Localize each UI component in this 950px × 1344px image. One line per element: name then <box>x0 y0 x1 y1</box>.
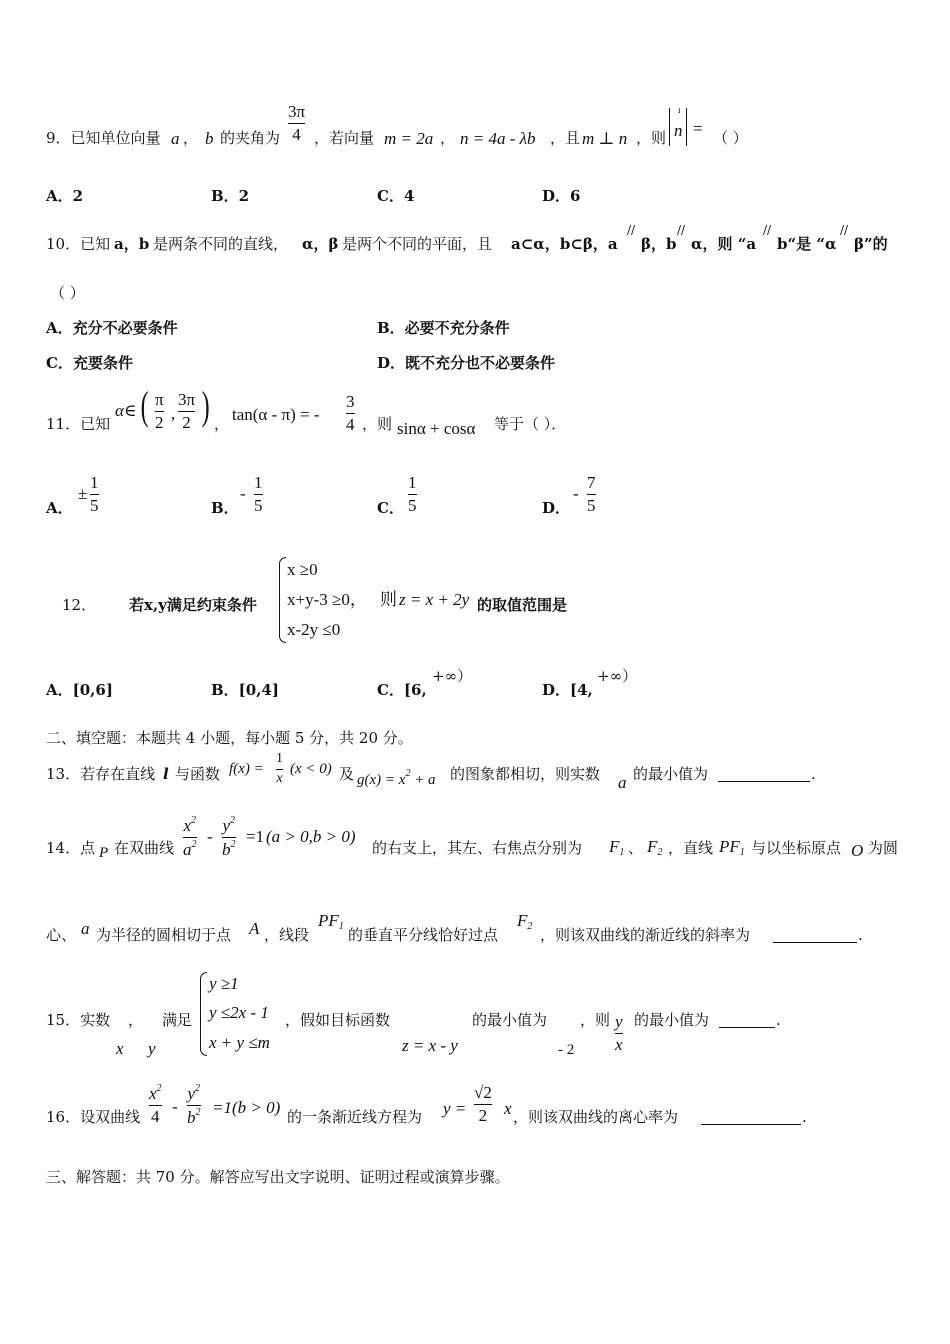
q14-a: a <box>183 839 192 859</box>
q10-text5: 是两个不同的平面，且 <box>342 235 493 253</box>
q13-l: l <box>163 765 169 783</box>
q11-int-b-num: 3π <box>178 390 196 409</box>
q15-t5: 的最小值为 <box>634 1011 710 1029</box>
q14-P: P <box>99 845 109 861</box>
q11-option-d-fraction <box>587 474 596 515</box>
q13-end: . <box>811 765 816 783</box>
q14-t2: 的右支上，其左、右焦点分别为 <box>372 839 583 857</box>
q9-angle-num: 3π <box>288 102 306 121</box>
q14-l2-4: 的垂直平分线恰好过点 <box>348 926 499 944</box>
q14-O: O <box>851 841 864 860</box>
q12-c2: x+y-3 ≥0， <box>287 590 367 609</box>
q11-option-b-sign: - <box>240 484 246 503</box>
q14-PF1: $PF_1$ <box>719 837 745 858</box>
q14-l2-5: ，则该双曲线的渐近线的斜率为 <box>540 926 751 944</box>
q13-answer-blank[interactable] <box>718 780 810 782</box>
q14-F2: $F_2$ <box>647 837 663 858</box>
q10-text10: β”的 <box>854 235 888 253</box>
q16-minus: - <box>172 1097 178 1116</box>
q13-f-num: 1 <box>276 751 283 766</box>
q10-text8: α，则 “a <box>691 235 757 253</box>
q13-g-tail: + a <box>410 772 436 788</box>
q11-tan-num: 3 <box>346 392 355 411</box>
q9-comma: ， <box>183 129 199 147</box>
q13-f-cond: (x < 0) <box>290 761 332 777</box>
q15-num: 15．实数 <box>46 1011 111 1029</box>
q9-paren: （ ） <box>713 129 748 147</box>
q9-angle-fraction <box>288 103 305 144</box>
q9-m-eq: m = 2a <box>384 129 434 148</box>
q11-option-d-sign: - <box>573 484 579 503</box>
q15-t2: ，假如目标函数 <box>285 1011 391 1029</box>
q15-s3: x + y ≤m <box>209 1033 270 1052</box>
q14-F2b-text: F <box>517 911 528 930</box>
q14-a-radius: a <box>81 919 90 938</box>
q11-interval-a <box>155 391 164 432</box>
q12-c3: x-2y ≤0 <box>287 620 341 639</box>
q10-subsets: a⊂α，b⊂β，a <box>511 235 618 253</box>
q11-option-a-num: 1 <box>90 473 99 492</box>
q10-parallel-4: // <box>840 223 849 237</box>
q13-g-sup: 2 <box>405 768 411 779</box>
q9-abs-n: n <box>674 121 683 140</box>
q9-option-c[interactable]: C．4 <box>377 187 415 205</box>
q14-eq1: =1 <box>246 827 265 846</box>
q9-perp-pre: ，且 <box>550 129 581 147</box>
q14-F2-text: F <box>647 837 658 856</box>
q11-option-a-sign: ± <box>78 484 88 503</box>
q13-t2: 及 <box>339 765 355 783</box>
q10-text9: b“是 “α <box>777 235 837 253</box>
q10-parallel-3: // <box>763 223 772 237</box>
q9-abs-right <box>686 108 687 146</box>
q14-PF1-text: PF <box>719 837 740 856</box>
q9-then: ，则 <box>636 129 667 147</box>
q12-option-c-inf: +∞） <box>432 667 473 685</box>
section-2-heading: 二、填空题：本题共 4 小题，每小题 5 分，共 20 分。 <box>46 729 413 747</box>
q10-planes: α，β <box>302 235 339 253</box>
q12-option-d[interactable]: D．[4, <box>542 681 593 699</box>
q11-int-a-num: π <box>155 390 164 409</box>
q9-angle-text: 的夹角为 <box>220 129 281 147</box>
q15-yx-den: x <box>615 1034 623 1054</box>
q12-option-b[interactable]: B．[0,4] <box>211 681 279 699</box>
q11-option-a-fraction <box>90 474 99 515</box>
q10-parallel-1: // <box>627 223 636 237</box>
q16-frac-y: $y^2$ $b^2$ <box>187 1083 201 1127</box>
q11-tail: 等于（ ）． <box>494 415 567 433</box>
q15-y: y <box>148 1039 156 1058</box>
q10-option-c[interactable]: C．充要条件 <box>46 354 133 372</box>
q13-f-pre: f(x) = <box>229 761 264 777</box>
q9-option-d[interactable]: D．6 <box>542 187 581 205</box>
q15-s1: y ≥1 <box>209 974 239 993</box>
q10-lines: a，b <box>114 235 150 253</box>
q11-option-b-fraction <box>254 474 263 515</box>
q13-g-text: g(x) = x <box>357 772 406 788</box>
q13-t3: 的图象都相切，则实数 <box>450 765 601 783</box>
q11-interval-b <box>178 391 195 432</box>
q13-a: a <box>618 773 627 792</box>
q13-t4: 的最小值为 <box>633 765 709 783</box>
q14-A: A <box>249 919 260 938</box>
q11-option-a-den: 5 <box>90 495 99 515</box>
q16-num: 16．设双曲线 <box>46 1108 141 1126</box>
q13-num: 13．若存在直线 <box>46 765 156 783</box>
q14-x: x <box>183 816 192 835</box>
q13-f-fraction <box>276 752 283 786</box>
q15-answer-blank[interactable] <box>719 1026 775 1028</box>
q10-parallel-2: // <box>677 223 686 237</box>
q10-paren: （ ） <box>50 284 85 302</box>
q12-option-c[interactable]: C．[6, <box>377 681 427 699</box>
q11-option-a-label: A． <box>46 499 73 517</box>
q11-then: ，则 <box>362 415 393 433</box>
q15-end: . <box>776 1011 781 1029</box>
q11-interval-comma: , <box>171 404 176 423</box>
q14-PF1b-text: PF <box>318 911 339 930</box>
q13-g <box>357 769 436 788</box>
q16-frac-x: $x^2$ 4 <box>149 1083 162 1126</box>
q12-c1: x ≥0 <box>287 560 318 579</box>
q14-cond: (a > 0,b > 0) <box>266 827 356 846</box>
q11-comma: ， <box>214 415 230 433</box>
q9-perp: m ⊥ n <box>582 129 628 148</box>
q16-sqrt-num: √2 <box>474 1083 492 1102</box>
q15-t1: 满足 <box>162 1011 193 1029</box>
q16-end: . <box>802 1108 807 1126</box>
q11-int-b-den: 2 <box>182 412 191 432</box>
q9-vector-a: a <box>171 129 180 148</box>
q11-paren-left: ( <box>140 383 149 428</box>
q14-l2-2: 为半径的圆相切于点 <box>96 926 232 944</box>
q16-sqrt-den: 2 <box>478 1105 488 1125</box>
q14-t1: 在双曲线 <box>114 839 175 857</box>
q16-eq1: =1(b > 0) <box>212 1098 281 1117</box>
q12-c2b: 则 <box>380 590 397 609</box>
q16-sqrt-fraction <box>474 1084 492 1125</box>
q14-t3: ，直线 <box>668 839 714 857</box>
q9-eq: = <box>693 119 703 138</box>
q11-paren-right: ) <box>201 383 210 428</box>
q12-tail: 的取值范围是 <box>477 596 568 614</box>
q14-y: y <box>222 816 231 835</box>
q12-option-d-inf: +∞） <box>597 667 638 685</box>
q16-b: b <box>187 1107 196 1127</box>
q9-vector-b: b <box>205 129 214 148</box>
q14-end: . <box>858 926 863 944</box>
q16-answer-blank[interactable] <box>701 1123 801 1125</box>
q9-arrow: ı <box>678 106 681 115</box>
q15-t3: 的最小值为 <box>472 1011 548 1029</box>
q11-option-b-den: 5 <box>254 495 263 515</box>
q14-F2b: $F_2$ <box>517 911 533 932</box>
q15-yx-num: y <box>615 1012 623 1031</box>
q11-sin-expr: sinα + cosα <box>397 419 476 438</box>
q11-option-b-label: B． <box>211 499 239 517</box>
q16-y: y <box>187 1084 196 1103</box>
section-3-heading: 三、解答题：共 70 分。解答应写出文字说明、证明过程或演算步骤。 <box>46 1168 510 1186</box>
q10-option-d[interactable]: D．既不充分也不必要条件 <box>377 354 556 372</box>
q14-F1: $F_1$ <box>609 837 625 858</box>
q11-alpha-in: α∈ <box>115 401 137 420</box>
q11-option-d-label: D． <box>542 499 571 517</box>
q9-mid-text: ，若向量 <box>314 129 375 147</box>
q11-option-c-label: C． <box>377 499 404 517</box>
q14-frac-y: $y^2$ $b^2$ <box>222 815 236 859</box>
q11-option-c-fraction <box>408 474 417 515</box>
q14-F1-text: F <box>609 837 620 856</box>
q16-t1: 的一条渐近线方程为 <box>287 1108 423 1126</box>
q11-option-c-num: 1 <box>408 473 417 492</box>
q10-num: 10．已知 <box>46 235 111 253</box>
q13-f-den: x <box>276 770 283 786</box>
q11-option-b-num: 1 <box>254 473 263 492</box>
q14-answer-blank[interactable] <box>773 941 857 943</box>
q11-tan-expr: tan(α - π) = - <box>232 405 320 424</box>
q14-num: 14．点 <box>46 839 96 857</box>
q14-frac-x: $x^2$ $a^2$ <box>183 815 197 859</box>
q11-option-d-num: 7 <box>587 473 596 492</box>
q15-s2: y ≤2x - 1 <box>209 1003 269 1022</box>
q15-yx-fraction <box>615 1013 623 1054</box>
q11-int-a-den: 2 <box>155 412 164 432</box>
q12-text: 若x,y满足约束条件 <box>129 596 257 614</box>
q14-t4: 与以坐标原点 <box>751 839 842 857</box>
q16-t2: ，则该双曲线的离心率为 <box>513 1108 679 1126</box>
q14-l2-3: ，线段 <box>264 926 310 944</box>
q10-option-a[interactable]: A．充分不必要条件 <box>46 319 178 337</box>
q14-line2-start: 心、 <box>46 926 77 944</box>
q14-PF1b: $PF_1$ <box>318 911 344 932</box>
q14-minus: - <box>207 827 213 846</box>
q9-comma2: ， <box>440 129 456 147</box>
q15-minus2: - 2 <box>558 1042 575 1058</box>
q16-xv: x <box>504 1099 512 1118</box>
q15-brace <box>200 972 207 1056</box>
q9-text: 9．已知单位向量 <box>46 129 161 147</box>
q9-option-a[interactable]: A．2 <box>46 187 84 205</box>
q11-option-d-den: 5 <box>587 495 596 515</box>
q16-x: x <box>149 1084 157 1103</box>
q10-text7: β，b <box>641 235 677 253</box>
q9-angle-den: 4 <box>292 124 301 144</box>
q11-num: 11．已知 <box>46 415 111 433</box>
q13-t1: 与函数 <box>175 765 221 783</box>
q14-t5: 为圆 <box>868 839 899 857</box>
q9-option-b[interactable]: B．2 <box>211 187 250 205</box>
q9-abs-left <box>669 108 670 146</box>
q12-option-a[interactable]: A．[0,6] <box>46 681 113 699</box>
q14-b: b <box>222 839 231 859</box>
q11-option-c-den: 5 <box>408 495 417 515</box>
q11-tan-den: 4 <box>346 414 355 434</box>
q12-num: 12． <box>62 596 97 614</box>
q11-tan-fraction <box>346 393 355 434</box>
q15-t4: ，则 <box>580 1011 611 1029</box>
q10-option-b[interactable]: B．必要不充分条件 <box>377 319 510 337</box>
q10-text3: 是两条不同的直线， <box>153 235 289 253</box>
q12-objective: z = x + 2y <box>399 590 470 609</box>
q15-x: x <box>116 1039 124 1058</box>
q15-z: z = x - y <box>402 1036 458 1055</box>
q15-comma: ， <box>128 1011 144 1029</box>
q16-d4: 4 <box>151 1106 160 1126</box>
q12-brace <box>279 557 286 643</box>
q9-n-eq: n = 4a - λb <box>460 129 536 148</box>
q16-y-eq: y = <box>443 1099 467 1118</box>
q14-sep: 、 <box>628 839 644 857</box>
